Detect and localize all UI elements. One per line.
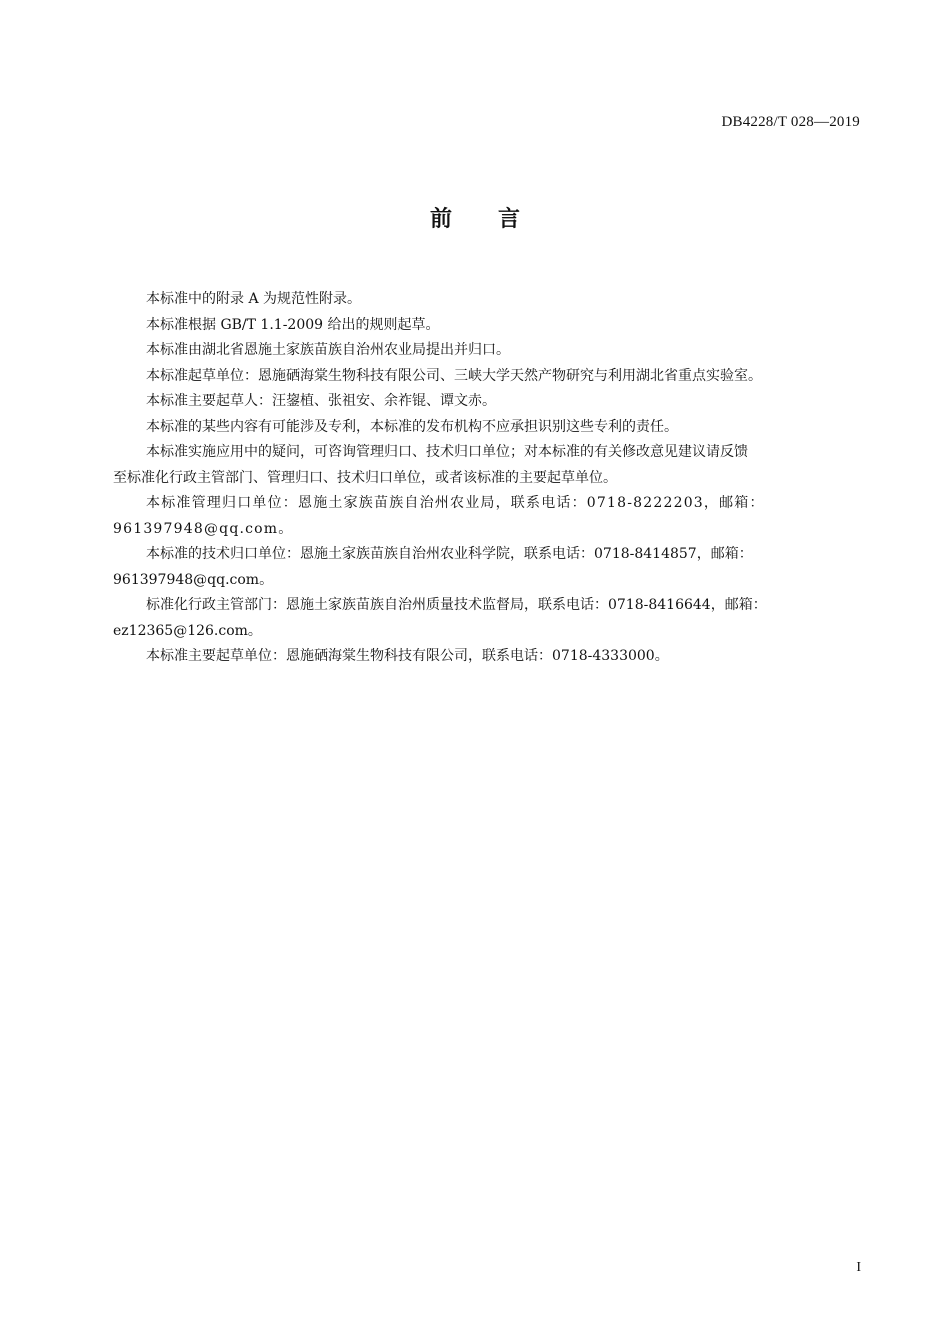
paragraph-technical-unit-line1: 本标准的技术归口单位：恩施土家族苗族自治州农业科学院，联系电话：0718-8414857，邮箱： xyxy=(146,546,753,562)
paragraph-feedback-line1: 本标准实施应用中的疑问，可咨询管理归口、技术归口单位；对本标准的有关修改意见建议请反馈 xyxy=(146,444,748,460)
paragraph-management-unit xyxy=(113,491,863,542)
paragraph-feedback xyxy=(113,440,863,491)
foreword-body xyxy=(113,287,863,670)
paragraph-drafting-units: 本标准起草单位：恩施硒海棠生物科技有限公司、三峡大学天然产物研究与利用湖北省重点实验室。 xyxy=(146,367,762,384)
page-title: 前言 xyxy=(429,207,566,232)
paragraph-admin-department xyxy=(113,593,863,644)
paragraph-admin-department-line1: 标准化行政主管部门：恩施土家族苗族自治州质量技术监督局，联系电话：0718-8416644，邮箱： xyxy=(146,597,767,613)
paragraph-management-unit-line2: 961397948@qq.com。 xyxy=(113,520,294,537)
paragraph-feedback-line2: 至标准化行政主管部门、管理归口、技术归口单位，或者该标准的主要起草单位。 xyxy=(113,469,617,486)
paragraph-drafters: 本标准主要起草人：汪鋆植、张祖安、余祚锟、谭文赤。 xyxy=(146,393,496,409)
paragraph-main-drafting-unit: 本标准主要起草单位：恩施硒海棠生物科技有限公司，联系电话：0718-4333000。 xyxy=(146,648,669,664)
paragraph-drafting-rules: 本标准根据 GB/T 1.1-2009 给出的规则起草。 xyxy=(146,316,440,333)
page-number: I xyxy=(856,1260,861,1275)
paragraph-technical-unit-line2: 961397948@qq.com。 xyxy=(113,571,274,588)
paragraph-management-unit-line1: 本标准管理归口单位：恩施土家族苗族自治州农业局，联系电话：0718-8222203，邮箱： xyxy=(146,495,765,511)
paragraph-technical-unit xyxy=(113,542,863,593)
paragraph-patent-notice: 本标准的某些内容有可能涉及专利，本标准的发布机构不应承担识别这些专利的责任。 xyxy=(146,418,678,435)
paragraph-proposer: 本标准由湖北省恩施土家族苗族自治州农业局提出并归口。 xyxy=(146,342,510,358)
document-code: DB4228/T 028—2019 xyxy=(721,114,860,130)
paragraph-appendix: 本标准中的附录 A 为规范性附录。 xyxy=(146,291,362,307)
paragraph-admin-department-line2: ez12365@126.com。 xyxy=(113,622,262,639)
